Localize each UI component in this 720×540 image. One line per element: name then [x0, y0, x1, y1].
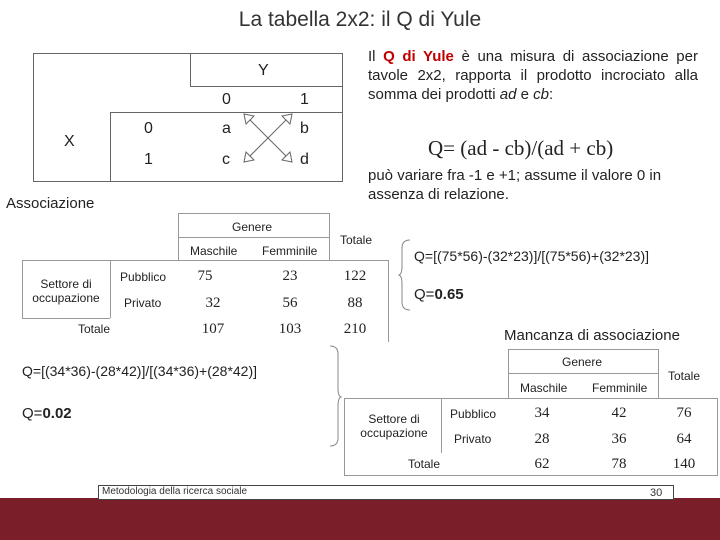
slide-title: La tabella 2x2: il Q di Yule — [238, 8, 482, 31]
row-label-totale: Totale — [78, 322, 111, 336]
cell-totale-t-2: 140 — [672, 456, 696, 472]
cell-privato-m: 32 — [205, 295, 221, 311]
cell-privato-t: 88 — [347, 295, 363, 311]
y-label: Y — [258, 62, 269, 79]
q-di-yule-term: Q di Yule — [383, 48, 454, 65]
femminile-header-2: Femminile — [592, 381, 648, 395]
row-label-privato-2: Privato — [454, 432, 492, 446]
cross-product-arrows — [238, 108, 298, 168]
result-mancanza: Q=0.02 — [22, 405, 72, 422]
cell-pubblico-t: 122 — [343, 268, 367, 284]
cell-b: b — [300, 120, 309, 137]
cell-pubblico-m-2: 34 — [534, 405, 550, 421]
cell-privato-t-2: 64 — [676, 431, 692, 447]
cell-d: d — [300, 151, 309, 168]
row-group-label-2: Settore di occupazione — [360, 412, 428, 440]
totale-header: Totale — [340, 233, 373, 247]
description-paragraph: Il Q di Yule è una misura di associazione per tavole 2x2, rapporta il prodotto incrociato alla somma dei prodotti ad e cb: — [368, 48, 698, 103]
cell-privato-f: 56 — [282, 295, 298, 311]
cell-pubblico-t-2: 76 — [676, 405, 692, 421]
cell-pubblico-f: 23 — [282, 268, 298, 284]
cell-pubblico-f-2: 42 — [611, 405, 627, 421]
row-label-totale-2: Totale — [408, 457, 441, 471]
section-heading-mancanza: Mancanza di associazione — [504, 327, 680, 344]
femminile-header: Femminile — [262, 244, 318, 258]
cell-totale-t: 210 — [343, 321, 367, 337]
row-group-label: Settore di occupazione — [32, 277, 100, 305]
cell-c: c — [222, 151, 230, 168]
footer-course: Metodologia della ricerca sociale — [102, 486, 248, 497]
bracket-right — [328, 344, 342, 448]
cell-privato-m-2: 28 — [534, 431, 550, 447]
calc-associazione: Q=[(75*56)-(32*23)]/[(75*56)+(32*23)] — [414, 248, 650, 264]
genere-header-2: Genere — [562, 355, 603, 369]
genere-header: Genere — [232, 220, 273, 234]
cell-totale-f: 103 — [278, 321, 302, 337]
bottom-bar — [0, 498, 720, 540]
x-label: X — [64, 133, 75, 150]
totale-header-2: Totale — [668, 369, 701, 383]
row-1-label: 1 — [144, 151, 153, 168]
range-note: può variare fra -1 e +1; assume il valore 0 in assenza di relazione. — [368, 167, 662, 203]
result-associazione: Q=0.65 — [414, 286, 464, 303]
row-label-pubblico: Pubblico — [120, 270, 167, 284]
bracket-left — [398, 238, 412, 312]
cell-totale-f-2: 78 — [611, 456, 627, 472]
cell-privato-f-2: 36 — [611, 431, 627, 447]
yule-formula: Q= (ad - cb)/(ad + cb) — [428, 136, 614, 160]
page-number: 30 — [650, 487, 663, 499]
cell-totale-m-2: 62 — [534, 456, 550, 472]
cell-pubblico-m: 75 — [197, 268, 213, 284]
maschile-header-2: Maschile — [520, 381, 568, 395]
row-label-pubblico-2: Pubblico — [450, 407, 497, 421]
col-0-label: 0 — [222, 91, 231, 108]
cell-a: a — [222, 120, 231, 137]
row-0-label: 0 — [144, 120, 153, 137]
maschile-header: Maschile — [190, 244, 238, 258]
row-label-privato: Privato — [124, 296, 162, 310]
calc-mancanza: Q=[(34*36)-(28*42)]/[(34*36)+(28*42)] — [22, 363, 258, 379]
cell-totale-m: 107 — [201, 321, 225, 337]
section-heading-associazione: Associazione — [6, 195, 95, 212]
col-1-label: 1 — [300, 91, 309, 108]
